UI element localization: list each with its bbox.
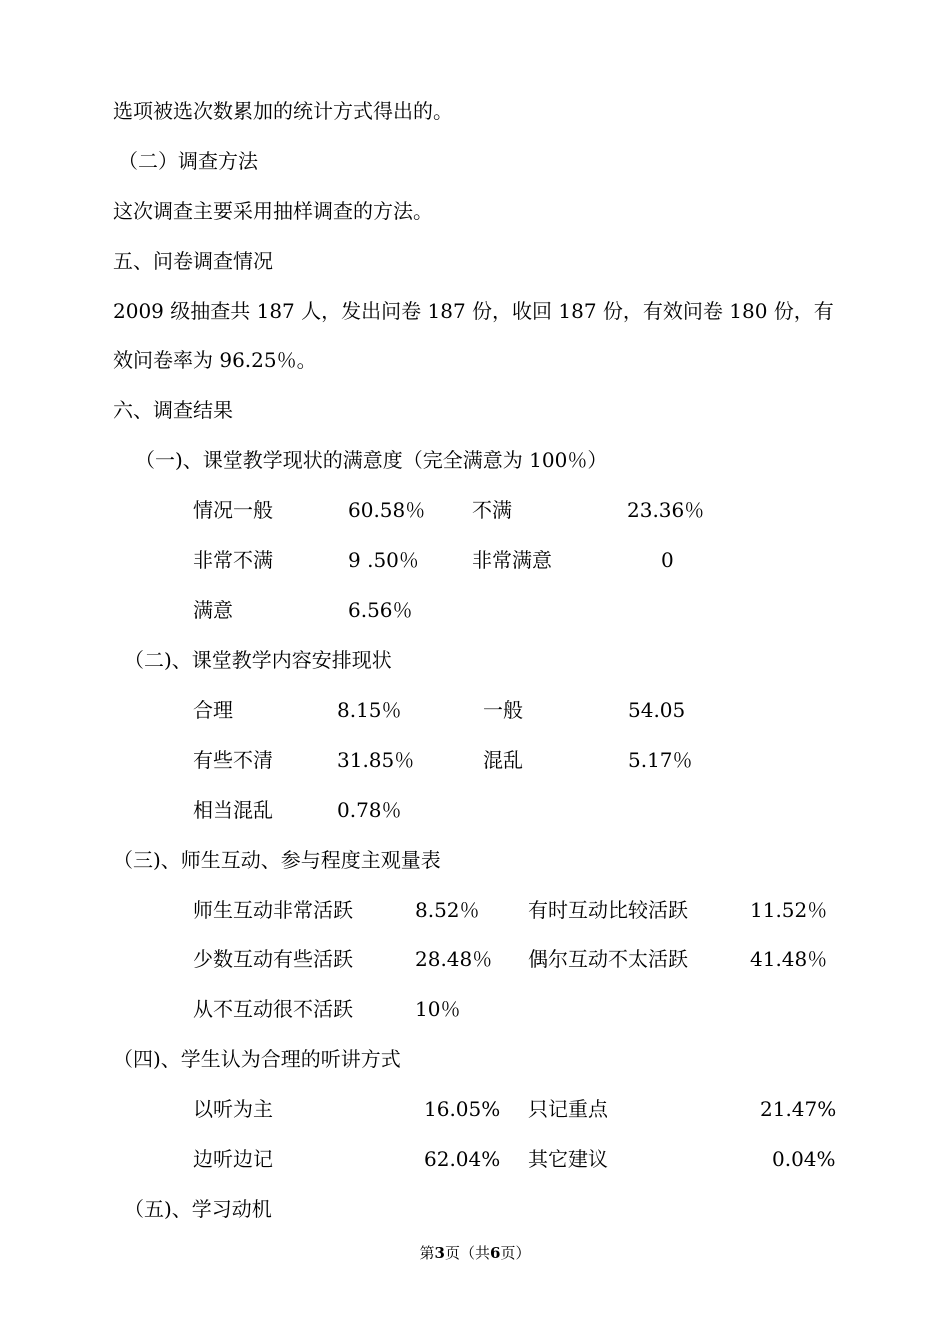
item-label: 合理 xyxy=(193,698,233,722)
item-label: 情况一般 xyxy=(193,498,273,522)
item-value: 60.58％ xyxy=(348,498,426,522)
item-value: 8.52％ xyxy=(415,898,480,922)
section-heading-interaction: （三)、师生互动、参与程度主观量表 xyxy=(113,848,441,872)
subheading-survey-method: （二）调查方法 xyxy=(118,149,258,173)
item-value: 23.36％ xyxy=(627,498,705,522)
item-value: 54.05 xyxy=(628,698,686,722)
footer-page-number: 3 xyxy=(434,1244,445,1262)
item-label: 以听为主 xyxy=(193,1097,273,1121)
item-value: 16.05% xyxy=(424,1097,501,1121)
item-label: 偶尔互动不太活跃 xyxy=(528,947,688,971)
heading-questionnaire: 五、问卷调查情况 xyxy=(113,249,273,273)
item-label: 从不互动很不活跃 xyxy=(193,997,353,1021)
item-label: 相当混乱 xyxy=(193,798,273,822)
item-label: 不满 xyxy=(472,498,512,522)
item-label: 只记重点 xyxy=(528,1097,608,1121)
item-value: 5.17％ xyxy=(628,748,693,772)
item-label: 一般 xyxy=(483,698,523,722)
item-value: 31.85％ xyxy=(337,748,415,772)
item-value: 10％ xyxy=(415,997,461,1021)
item-value: 6.56％ xyxy=(348,598,413,622)
item-label: 混乱 xyxy=(483,748,523,772)
item-value: 0.04% xyxy=(772,1147,836,1171)
section-heading-content-arrangement: （二)、课堂教学内容安排现状 xyxy=(124,648,392,672)
item-label: 有时互动比较活跃 xyxy=(528,898,688,922)
item-label: 非常满意 xyxy=(472,548,552,572)
paragraph-method: 这次调查主要采用抽样调查的方法。 xyxy=(113,199,433,223)
item-value: 11.52％ xyxy=(750,898,828,922)
paragraph-1: 选项被选次数累加的统计方式得出的。 xyxy=(113,99,453,123)
item-value: 0.78％ xyxy=(337,798,402,822)
item-label: 师生互动非常活跃 xyxy=(193,898,353,922)
paragraph-questionnaire-line1: 2009 级抽查共 187 人，发出问卷 187 份，收回 187 份，有效问卷 180 份，有 xyxy=(113,299,834,323)
item-label: 满意 xyxy=(193,598,233,622)
item-label: 有些不清 xyxy=(193,748,273,772)
item-value: 0 xyxy=(661,548,674,572)
section-heading-learning-motivation: （五)、学习动机 xyxy=(124,1197,272,1221)
item-label: 边听边记 xyxy=(193,1147,273,1171)
page-footer xyxy=(0,1243,950,1263)
item-value: 9 .50％ xyxy=(348,548,419,572)
heading-survey-results: 六、调查结果 xyxy=(113,398,233,422)
footer-prefix: 第 xyxy=(419,1244,435,1262)
footer-suffix: 页） xyxy=(500,1244,531,1262)
item-label: 少数互动有些活跃 xyxy=(193,947,353,971)
footer-total-pages: 6 xyxy=(490,1244,501,1262)
item-value: 41.48％ xyxy=(750,947,828,971)
item-value: 62.04% xyxy=(424,1147,501,1171)
paragraph-questionnaire-line2: 效问卷率为 96.25％。 xyxy=(113,348,317,372)
item-label: 非常不满 xyxy=(193,548,273,572)
item-value: 8.15％ xyxy=(337,698,402,722)
section-heading-listening-method: （四)、学生认为合理的听讲方式 xyxy=(113,1047,401,1071)
footer-middle: 页（共 xyxy=(444,1244,490,1262)
item-label: 其它建议 xyxy=(528,1147,608,1171)
item-value: 21.47% xyxy=(760,1097,837,1121)
section-heading-satisfaction: （一)、课堂教学现状的满意度（完全满意为 100％） xyxy=(135,448,608,472)
item-value: 28.48％ xyxy=(415,947,493,971)
